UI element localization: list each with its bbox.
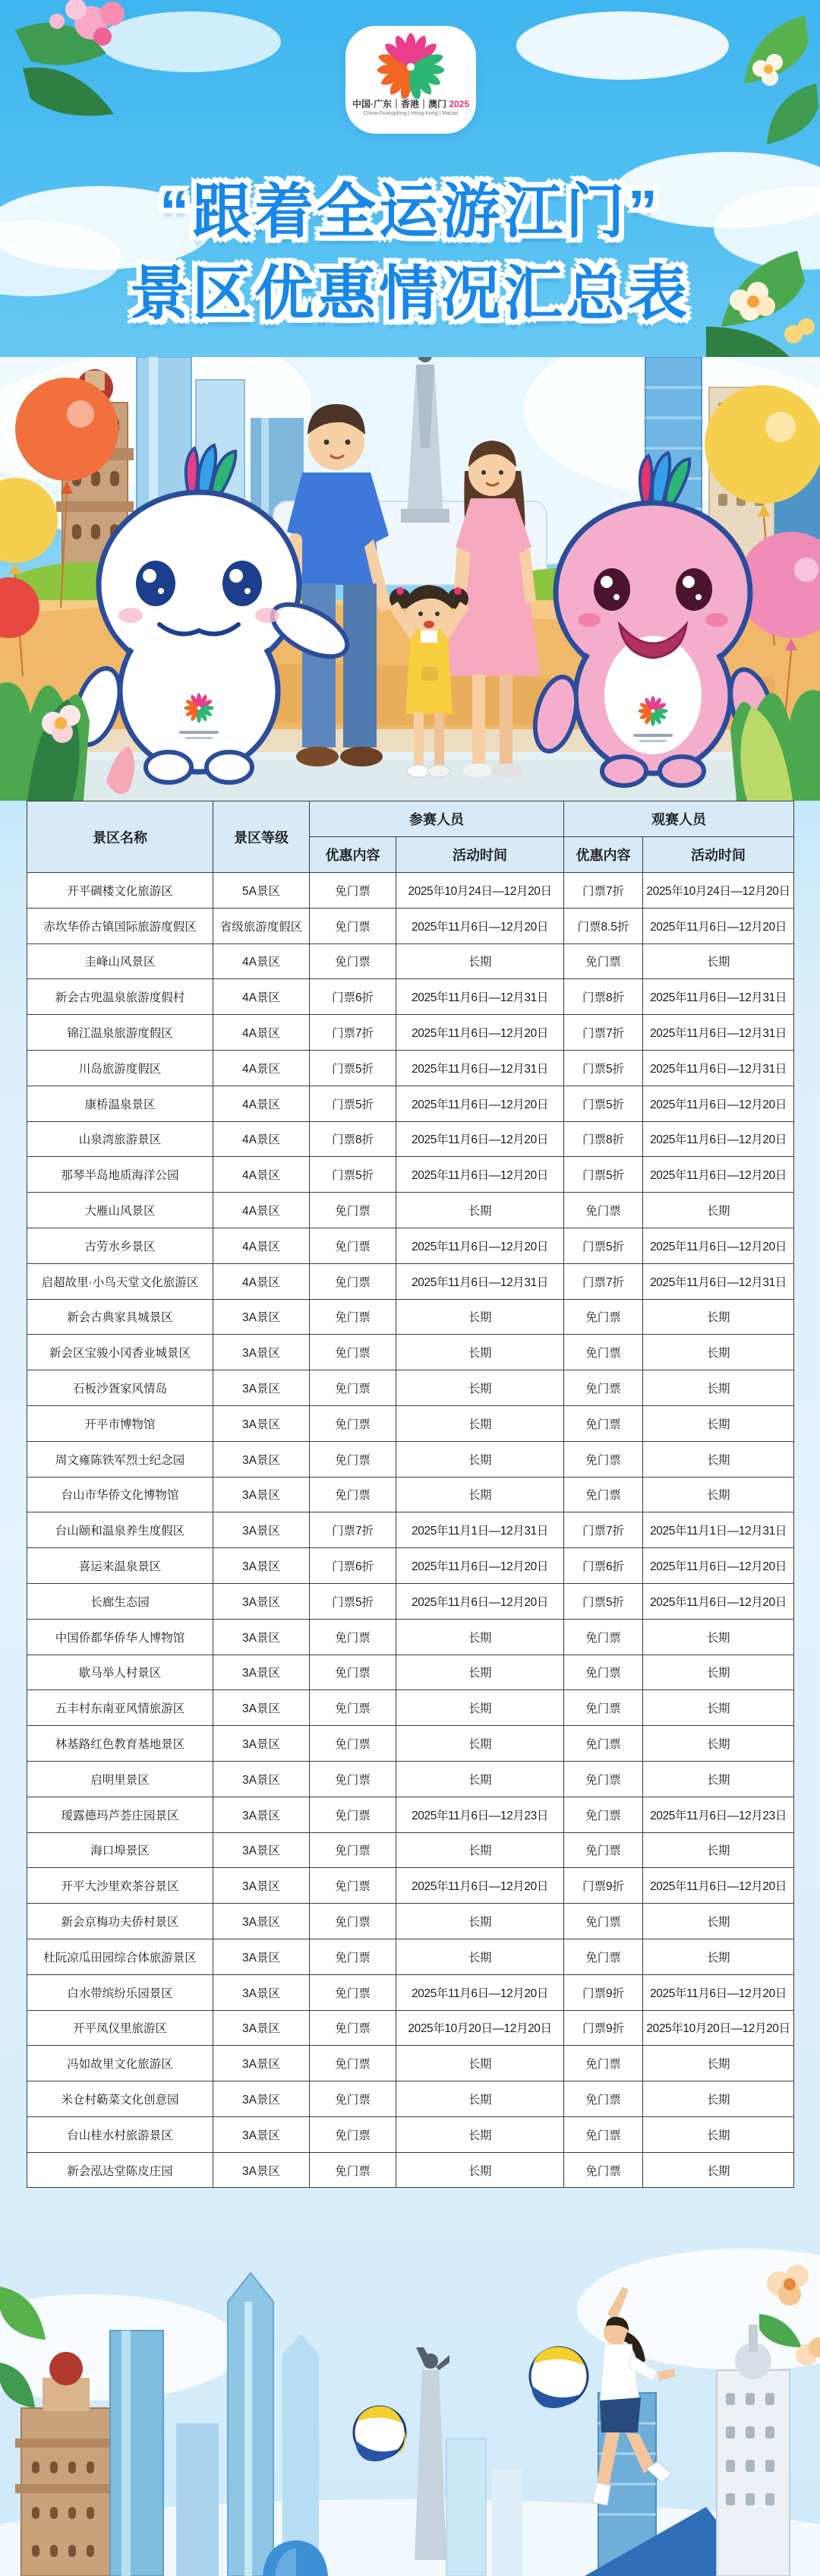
spectator-offer-cell: 免门票 xyxy=(564,1335,643,1370)
poster-title-line2: 景区优惠情况汇总表 xyxy=(129,260,690,327)
scenic-name-cell: 赤坎华侨古镇国际旅游度假区 xyxy=(27,908,213,943)
table-row xyxy=(27,1939,794,1974)
col-header-spectators: 观赛人员 xyxy=(564,801,794,837)
table-row xyxy=(27,2010,794,2046)
table-row xyxy=(27,1548,794,1584)
games-logo-year: 2025 xyxy=(449,99,470,109)
level-cell: 3A景区 xyxy=(213,1797,310,1832)
scenic-name-cell: 新会泓达堂陈皮庄园 xyxy=(27,2152,213,2188)
scenic-name-cell: 白水带缤纷乐园景区 xyxy=(27,1974,213,2010)
scenic-name-cell: 海口埠景区 xyxy=(27,1832,213,1868)
spectator-time-cell: 长期 xyxy=(643,1619,794,1655)
level-cell: 3A景区 xyxy=(213,1370,310,1406)
spectator-offer-cell: 免门票 xyxy=(564,1477,643,1512)
spectator-time-cell: 长期 xyxy=(643,1690,794,1726)
spectator-time-cell: 2025年11月6日—12月31日 xyxy=(643,1263,794,1299)
spectator-offer-cell: 免门票 xyxy=(564,1761,643,1797)
spectator-time-cell: 2025年11月6日—12月20日 xyxy=(643,1868,794,1904)
spectator-offer-cell: 门票9折 xyxy=(564,2010,643,2046)
participant-time-cell: 2025年11月6日—12月20日 xyxy=(396,1974,564,2010)
level-cell: 3A景区 xyxy=(213,1619,310,1655)
table-row xyxy=(27,1583,794,1619)
participant-time-cell: 长期 xyxy=(396,2116,564,2152)
spectator-time-cell: 2025年11月6日—12月31日 xyxy=(643,979,794,1015)
table-row xyxy=(27,1761,794,1797)
participant-offer-cell: 免门票 xyxy=(310,1832,396,1868)
spectator-offer-cell: 免门票 xyxy=(564,2116,643,2152)
volleyball-icon xyxy=(354,2406,405,2461)
spectator-time-cell: 2025年11月6日—12月31日 xyxy=(643,1050,794,1086)
participant-time-cell: 长期 xyxy=(396,2152,564,2188)
scenic-name-cell: 新会区宝骏小冈香业城景区 xyxy=(27,1335,213,1370)
scenic-name-cell: 米仓村簕菜文化创意园 xyxy=(27,2081,213,2117)
participant-time-cell: 2025年11月6日—12月31日 xyxy=(396,1050,564,1086)
hero-illustration xyxy=(0,357,820,801)
level-cell: 3A景区 xyxy=(213,1548,310,1584)
table-row xyxy=(27,2081,794,2117)
spectator-time-cell: 2025年11月6日—12月23日 xyxy=(643,1797,794,1832)
level-cell: 5A景区 xyxy=(213,873,310,909)
games-logo-badge xyxy=(345,26,476,134)
spectator-time-cell: 长期 xyxy=(643,1726,794,1762)
footer-monument xyxy=(415,2347,449,2560)
spectator-time-cell: 2025年11月6日—12月20日 xyxy=(643,1121,794,1157)
level-cell: 3A景区 xyxy=(213,1441,310,1477)
spectator-offer-cell: 门票6折 xyxy=(564,1548,643,1584)
spectator-offer-cell: 免门票 xyxy=(564,2081,643,2117)
table-row xyxy=(27,1121,794,1157)
spectator-offer-cell: 免门票 xyxy=(564,943,643,979)
participant-offer-cell: 免门票 xyxy=(310,1193,396,1228)
scenic-name-cell: 周文雍陈铁军烈士纪念园 xyxy=(27,1441,213,1477)
spectator-time-cell: 2025年11月6日—12月20日 xyxy=(643,1583,794,1619)
scenic-name-cell: 歇马举人村景区 xyxy=(27,1655,213,1690)
participant-offer-cell: 免门票 xyxy=(310,943,396,979)
spectator-offer-cell: 免门票 xyxy=(564,1797,643,1832)
participant-time-cell: 2025年11月6日—12月20日 xyxy=(396,1583,564,1619)
spectator-time-cell: 长期 xyxy=(643,1405,794,1441)
level-cell: 3A景区 xyxy=(213,2010,310,2046)
table-row xyxy=(27,873,794,909)
spectator-time-cell: 2025年11月6日—12月20日 xyxy=(643,1086,794,1121)
spectator-offer-cell: 免门票 xyxy=(564,1193,643,1228)
participant-time-cell: 长期 xyxy=(396,2081,564,2117)
spectator-offer-cell: 免门票 xyxy=(564,2046,643,2081)
spectator-offer-cell: 门票7折 xyxy=(564,1263,643,1299)
table-row xyxy=(27,908,794,943)
participant-offer-cell: 免门票 xyxy=(310,1690,396,1726)
table-row xyxy=(27,1228,794,1263)
col-header-participants: 参赛人员 xyxy=(310,801,564,837)
spectator-offer-cell: 免门票 xyxy=(564,1726,643,1762)
volleyball-icon-2 xyxy=(530,2347,588,2409)
table-row xyxy=(27,1263,794,1299)
level-cell: 3A景区 xyxy=(213,1335,310,1370)
scenic-name-cell: 新会京梅功夫侨村景区 xyxy=(27,1904,213,1939)
participant-time-cell: 长期 xyxy=(396,1619,564,1655)
level-cell: 4A景区 xyxy=(213,979,310,1015)
participant-time-cell: 2025年10月20日—12月20日 xyxy=(396,2010,564,2046)
spectator-time-cell: 2025年11月6日—12月20日 xyxy=(643,1974,794,2010)
footer-illustration xyxy=(0,2241,820,2576)
table-row xyxy=(27,1655,794,1690)
scenic-name-cell: 启明里景区 xyxy=(27,1761,213,1797)
level-cell: 省级旅游度假区 xyxy=(213,908,310,943)
col-header-level: 景区等级 xyxy=(213,801,310,873)
participant-offer-cell: 免门票 xyxy=(310,1299,396,1335)
participant-time-cell: 长期 xyxy=(396,1690,564,1726)
spectator-offer-cell: 门票9折 xyxy=(564,1974,643,2010)
participant-time-cell: 长期 xyxy=(396,1299,564,1335)
table-body xyxy=(27,873,794,2188)
participant-offer-cell: 门票5折 xyxy=(310,1086,396,1121)
scenic-name-cell: 大雁山风景区 xyxy=(27,1193,213,1228)
level-cell: 3A景区 xyxy=(213,2152,310,2188)
table-row xyxy=(27,1193,794,1228)
spectator-time-cell: 长期 xyxy=(643,1477,794,1512)
spectator-offer-cell: 门票7折 xyxy=(564,1015,643,1051)
level-cell: 4A景区 xyxy=(213,1121,310,1157)
table-row xyxy=(27,979,794,1015)
col-header-participant-time: 活动时间 xyxy=(396,837,564,873)
participant-time-cell: 2025年11月6日—12月20日 xyxy=(396,908,564,943)
scenic-name-cell: 启超故里·小鸟天堂文化旅游区 xyxy=(27,1263,213,1299)
level-cell: 3A景区 xyxy=(213,1832,310,1868)
spectator-offer-cell: 门票5折 xyxy=(564,1228,643,1263)
spectator-offer-cell: 免门票 xyxy=(564,1619,643,1655)
level-cell: 3A景区 xyxy=(213,1868,310,1904)
scenic-name-cell: 开平碉楼文化旅游区 xyxy=(27,873,213,909)
spectator-offer-cell: 免门票 xyxy=(564,1904,643,1939)
level-cell: 3A景区 xyxy=(213,1974,310,2010)
spectator-offer-cell: 免门票 xyxy=(564,2152,643,2188)
spectator-time-cell: 长期 xyxy=(643,2046,794,2081)
level-cell: 3A景区 xyxy=(213,2046,310,2081)
participant-offer-cell: 免门票 xyxy=(310,1441,396,1477)
participant-time-cell: 2025年11月6日—12月31日 xyxy=(396,1263,564,1299)
scenic-name-cell: 古劳水乡景区 xyxy=(27,1228,213,1263)
participant-offer-cell: 门票5折 xyxy=(310,1157,396,1193)
participant-time-cell: 长期 xyxy=(396,1761,564,1797)
spectator-offer-cell: 免门票 xyxy=(564,1299,643,1335)
poster-title xyxy=(0,170,820,334)
col-header-scenic-name: 景区名称 xyxy=(27,801,213,873)
participant-offer-cell: 免门票 xyxy=(310,1619,396,1655)
scenic-name-cell: 中国侨都华侨华人博物馆 xyxy=(27,1619,213,1655)
level-cell: 3A景区 xyxy=(213,2081,310,2117)
table-row xyxy=(27,1086,794,1121)
table-row xyxy=(27,1690,794,1726)
participant-offer-cell: 免门票 xyxy=(310,1939,396,1974)
spectator-offer-cell: 免门票 xyxy=(564,1370,643,1406)
participant-offer-cell: 免门票 xyxy=(310,2046,396,2081)
participant-offer-cell: 免门票 xyxy=(310,2116,396,2152)
table-row xyxy=(27,943,794,979)
spectator-time-cell: 长期 xyxy=(643,943,794,979)
participant-time-cell: 2025年11月6日—12月20日 xyxy=(396,1157,564,1193)
scenic-name-cell: 开平大沙里欢茶谷景区 xyxy=(27,1868,213,1904)
participant-time-cell: 长期 xyxy=(396,1904,564,1939)
table-row xyxy=(27,1299,794,1335)
table-row xyxy=(27,1015,794,1051)
participant-time-cell: 2025年11月6日—12月20日 xyxy=(396,1015,564,1051)
spectator-time-cell: 长期 xyxy=(643,2116,794,2152)
level-cell: 3A景区 xyxy=(213,1512,310,1548)
scenic-name-cell: 那琴半岛地质海洋公园 xyxy=(27,1157,213,1193)
participant-time-cell: 长期 xyxy=(396,1832,564,1868)
participant-offer-cell: 免门票 xyxy=(310,2081,396,2117)
spectator-offer-cell: 免门票 xyxy=(564,1441,643,1477)
table-row xyxy=(27,1335,794,1370)
level-cell: 3A景区 xyxy=(213,1477,310,1512)
level-cell: 3A景区 xyxy=(213,1655,310,1690)
spectator-offer-cell: 门票5折 xyxy=(564,1086,643,1121)
scenic-name-cell: 五丰村东南亚风情旅游区 xyxy=(27,1690,213,1726)
scenic-name-cell: 台山市华侨文化博物馆 xyxy=(27,1477,213,1512)
participant-offer-cell: 免门票 xyxy=(310,1797,396,1832)
table-row xyxy=(27,2116,794,2152)
level-cell: 3A景区 xyxy=(213,2116,310,2152)
table-row xyxy=(27,1904,794,1939)
spectator-offer-cell: 门票8.5折 xyxy=(564,908,643,943)
participant-time-cell: 长期 xyxy=(396,1405,564,1441)
scenic-name-cell: 锦江温泉旅游度假区 xyxy=(27,1015,213,1051)
participant-time-cell: 长期 xyxy=(396,943,564,979)
table-row xyxy=(27,1619,794,1655)
scenic-name-cell: 喜运来温泉景区 xyxy=(27,1548,213,1584)
participant-offer-cell: 免门票 xyxy=(310,1477,396,1512)
table-row xyxy=(27,1370,794,1406)
spectator-time-cell: 长期 xyxy=(643,1904,794,1939)
scenic-name-cell: 圭峰山风景区 xyxy=(27,943,213,979)
spectator-time-cell: 长期 xyxy=(643,1299,794,1335)
spectator-time-cell: 长期 xyxy=(643,1441,794,1477)
spectator-time-cell: 长期 xyxy=(643,1939,794,1974)
level-cell: 3A景区 xyxy=(213,1583,310,1619)
participant-offer-cell: 门票6折 xyxy=(310,1548,396,1584)
participant-offer-cell: 免门票 xyxy=(310,1405,396,1441)
spectator-offer-cell: 免门票 xyxy=(564,1939,643,1974)
discount-table-section xyxy=(27,801,793,2188)
participant-offer-cell: 门票7折 xyxy=(310,1512,396,1548)
level-cell: 4A景区 xyxy=(213,1228,310,1263)
spectator-offer-cell: 门票5折 xyxy=(564,1157,643,1193)
spectator-offer-cell: 门票7折 xyxy=(564,1512,643,1548)
spectator-time-cell: 2025年10月24日—12月20日 xyxy=(643,873,794,909)
participant-offer-cell: 免门票 xyxy=(310,1370,396,1406)
participant-offer-cell: 免门票 xyxy=(310,1228,396,1263)
spectator-time-cell: 2025年10月20日—12月20日 xyxy=(643,2010,794,2046)
participant-offer-cell: 门票7折 xyxy=(310,1015,396,1051)
table-row xyxy=(27,1797,794,1832)
participant-offer-cell: 免门票 xyxy=(310,1655,396,1690)
level-cell: 4A景区 xyxy=(213,1086,310,1121)
level-cell: 3A景区 xyxy=(213,1904,310,1939)
scenic-name-cell: 康桥温泉景区 xyxy=(27,1086,213,1121)
participant-offer-cell: 免门票 xyxy=(310,1761,396,1797)
level-cell: 3A景区 xyxy=(213,1405,310,1441)
spectator-time-cell: 长期 xyxy=(643,2152,794,2188)
level-cell: 4A景区 xyxy=(213,1193,310,1228)
participant-time-cell: 长期 xyxy=(396,1726,564,1762)
spectator-offer-cell: 门票5折 xyxy=(564,1050,643,1086)
participant-time-cell: 2025年11月6日—12月23日 xyxy=(396,1797,564,1832)
participant-time-cell: 长期 xyxy=(396,1477,564,1512)
scenic-name-cell: 新会古兜温泉旅游度假村 xyxy=(27,979,213,1015)
col-header-participant-offer: 优惠内容 xyxy=(310,837,396,873)
participant-offer-cell: 免门票 xyxy=(310,908,396,943)
participant-time-cell: 2025年10月24日—12月20日 xyxy=(396,873,564,909)
spectator-time-cell: 长期 xyxy=(643,1193,794,1228)
participant-time-cell: 2025年11月6日—12月31日 xyxy=(396,979,564,1015)
table-row xyxy=(27,1868,794,1904)
level-cell: 3A景区 xyxy=(213,1939,310,1974)
spectator-time-cell: 2025年11月6日—12月20日 xyxy=(643,1157,794,1193)
spectator-offer-cell: 门票7折 xyxy=(564,873,643,909)
spectator-offer-cell: 门票8折 xyxy=(564,1121,643,1157)
spectator-time-cell: 长期 xyxy=(643,1655,794,1690)
level-cell: 4A景区 xyxy=(213,1263,310,1299)
level-cell: 3A景区 xyxy=(213,1690,310,1726)
participant-time-cell: 2025年11月6日—12月20日 xyxy=(396,1121,564,1157)
table-row xyxy=(27,1157,794,1193)
scenic-name-cell: 冯如故里文化旅游区 xyxy=(27,2046,213,2081)
participant-time-cell: 长期 xyxy=(396,1655,564,1690)
level-cell: 4A景区 xyxy=(213,1050,310,1086)
table-row xyxy=(27,1405,794,1441)
participant-time-cell: 2025年11月6日—12月20日 xyxy=(396,1086,564,1121)
level-cell: 3A景区 xyxy=(213,1726,310,1762)
participant-offer-cell: 免门票 xyxy=(310,1868,396,1904)
scenic-name-cell: 台山桂水村旅游景区 xyxy=(27,2116,213,2152)
participant-offer-cell: 门票6折 xyxy=(310,979,396,1015)
col-header-spectator-offer: 优惠内容 xyxy=(564,837,643,873)
games-emblem-icon xyxy=(365,26,456,99)
participant-time-cell: 2025年11月1日—12月31日 xyxy=(396,1512,564,1548)
participant-offer-cell: 门票5折 xyxy=(310,1050,396,1086)
spectator-offer-cell: 门票5折 xyxy=(564,1583,643,1619)
spectator-time-cell: 2025年11月1日—12月31日 xyxy=(643,1512,794,1548)
participant-time-cell: 长期 xyxy=(396,2046,564,2081)
table-row xyxy=(27,1477,794,1512)
participant-time-cell: 长期 xyxy=(396,1335,564,1370)
col-header-spectator-time: 活动时间 xyxy=(643,837,794,873)
spectator-time-cell: 2025年11月6日—12月20日 xyxy=(643,908,794,943)
games-logo-title: 中国·广东｜香港｜澳门 2025 xyxy=(352,99,470,109)
spectator-offer-cell: 门票9折 xyxy=(564,1868,643,1904)
level-cell: 3A景区 xyxy=(213,1761,310,1797)
spectator-offer-cell: 免门票 xyxy=(564,1655,643,1690)
scenic-name-cell: 开平市博物馆 xyxy=(27,1405,213,1441)
scenic-name-cell: 杜阮凉瓜田园综合体旅游景区 xyxy=(27,1939,213,1974)
table-row xyxy=(27,1441,794,1477)
participant-offer-cell: 免门票 xyxy=(310,1335,396,1370)
spectator-offer-cell: 免门票 xyxy=(564,1405,643,1441)
table-header xyxy=(27,801,794,873)
spectator-time-cell: 长期 xyxy=(643,2081,794,2117)
participant-offer-cell: 免门票 xyxy=(310,1726,396,1762)
scenic-name-cell: 新会古典家具城景区 xyxy=(27,1299,213,1335)
participant-offer-cell: 免门票 xyxy=(310,1904,396,1939)
participant-time-cell: 2025年11月6日—12月20日 xyxy=(396,1228,564,1263)
spectator-time-cell: 长期 xyxy=(643,1832,794,1868)
scenic-name-cell: 山泉湾旅游景区 xyxy=(27,1121,213,1157)
table-row xyxy=(27,1832,794,1868)
level-cell: 4A景区 xyxy=(213,1157,310,1193)
participant-time-cell: 长期 xyxy=(396,1193,564,1228)
table-row xyxy=(27,2046,794,2081)
games-logo-subtitle: China-Guangdong | Hong Kong | Macao xyxy=(363,111,459,116)
scenic-name-cell: 长廊生态园 xyxy=(27,1583,213,1619)
participant-offer-cell: 免门票 xyxy=(310,2152,396,2188)
table-row xyxy=(27,1726,794,1762)
spectator-time-cell: 2025年11月6日—12月20日 xyxy=(643,1548,794,1584)
table-row xyxy=(27,1050,794,1086)
discount-table xyxy=(27,801,794,2188)
scenic-name-cell: 台山颐和温泉养生度假区 xyxy=(27,1512,213,1548)
table-row xyxy=(27,1512,794,1548)
participant-time-cell: 长期 xyxy=(396,1441,564,1477)
level-cell: 4A景区 xyxy=(213,943,310,979)
scenic-name-cell: 林基路红色教育基地景区 xyxy=(27,1726,213,1762)
spectator-time-cell: 2025年11月6日—12月31日 xyxy=(643,1015,794,1051)
scenic-name-cell: 川岛旅游度假区 xyxy=(27,1050,213,1086)
level-cell: 3A景区 xyxy=(213,1299,310,1335)
participant-time-cell: 2025年11月6日—12月20日 xyxy=(396,1868,564,1904)
participant-offer-cell: 免门票 xyxy=(310,873,396,909)
participant-time-cell: 长期 xyxy=(396,1370,564,1406)
spectator-time-cell: 长期 xyxy=(643,1335,794,1370)
spectator-offer-cell: 门票8折 xyxy=(564,979,643,1015)
participant-time-cell: 2025年11月6日—12月20日 xyxy=(396,1548,564,1584)
participant-time-cell: 长期 xyxy=(396,1939,564,1974)
spectator-offer-cell: 免门票 xyxy=(564,1832,643,1868)
spectator-time-cell: 2025年11月6日—12月20日 xyxy=(643,1228,794,1263)
participant-offer-cell: 免门票 xyxy=(310,1974,396,2010)
participant-offer-cell: 门票8折 xyxy=(310,1121,396,1157)
scenic-name-cell: 瑷露德玛芦荟庄园景区 xyxy=(27,1797,213,1832)
table-row xyxy=(27,1974,794,2010)
table-row xyxy=(27,2152,794,2188)
participant-offer-cell: 门票5折 xyxy=(310,1583,396,1619)
scenic-name-cell: 石板沙疍家风情岛 xyxy=(27,1370,213,1406)
spectator-offer-cell: 免门票 xyxy=(564,1690,643,1726)
level-cell: 4A景区 xyxy=(213,1015,310,1051)
participant-offer-cell: 免门票 xyxy=(310,2010,396,2046)
scenic-name-cell: 开平凤仪里旅游区 xyxy=(27,2010,213,2046)
poster-title-line1: “跟着全运游江门” xyxy=(159,178,661,245)
participant-offer-cell: 免门票 xyxy=(310,1263,396,1299)
spectator-time-cell: 长期 xyxy=(643,1761,794,1797)
spectator-time-cell: 长期 xyxy=(643,1370,794,1406)
